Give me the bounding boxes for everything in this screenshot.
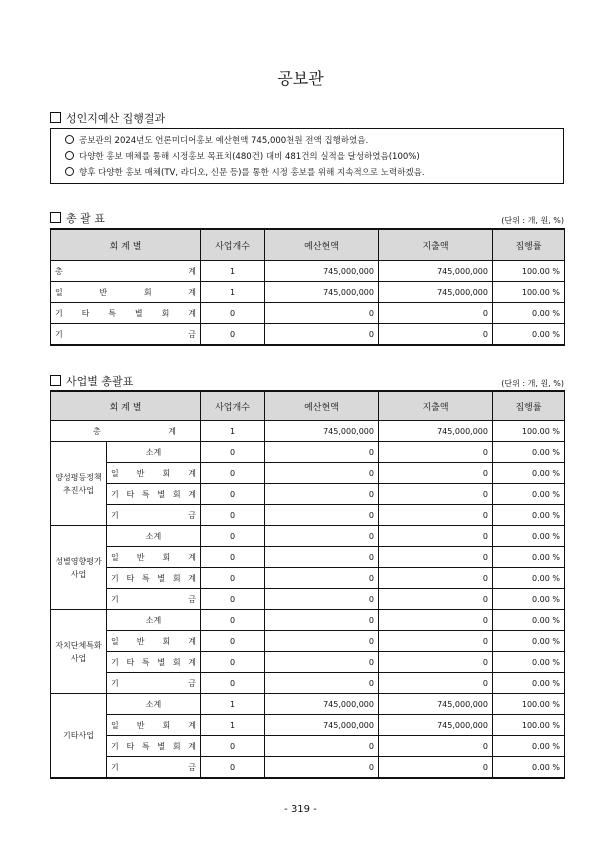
column-header: 예산현액 <box>265 391 379 421</box>
summary-text: 공보관의 2024년도 언론미디어홍보 예산현액 745,000천원 전액 집행하였음. <box>79 136 369 146</box>
account-label-cell <box>107 484 201 505</box>
count-cell: 0 <box>201 526 265 547</box>
spent-cell: 0 <box>379 484 493 505</box>
table-row <box>51 324 565 346</box>
account-label-char: 타 <box>81 308 90 318</box>
budget-cell: 0 <box>265 303 379 324</box>
rate-cell: 100.00 % <box>493 261 565 282</box>
section-heading-text: 성인지예산 집행결과 <box>66 112 166 125</box>
table-row <box>51 589 565 610</box>
rate-cell: 0.00 % <box>493 505 565 526</box>
account-label-cell <box>107 673 201 694</box>
account-label-char: 계 <box>188 552 196 562</box>
rate-cell: 0.00 % <box>493 652 565 673</box>
account-label-cell <box>107 568 201 589</box>
spent-cell: 0 <box>379 736 493 757</box>
spent-cell: 0 <box>379 673 493 694</box>
account-label-char: 기 <box>111 510 119 520</box>
account-label-char: 기 <box>111 594 119 604</box>
account-label <box>111 489 196 500</box>
rate-cell: 0.00 % <box>493 442 565 463</box>
account-label-char: 별 <box>157 657 166 667</box>
count-cell: 0 <box>201 757 265 779</box>
table-row <box>51 463 565 484</box>
count-cell: 1 <box>201 282 265 303</box>
account-label <box>111 510 196 521</box>
overview-table <box>50 228 565 346</box>
budget-cell: 745,000,000 <box>265 421 379 442</box>
project-group-name: 양성평등정책 추진사업 <box>51 442 107 526</box>
section-heading-text: 사업별 총괄표 <box>66 375 134 388</box>
account-label-char: 기 <box>111 678 119 688</box>
account-label-char: 금 <box>188 510 196 520</box>
count-cell: 0 <box>201 324 265 346</box>
account-label-char: 일 <box>111 636 119 646</box>
table-row <box>51 652 565 673</box>
account-label <box>111 573 196 584</box>
table-row <box>51 631 565 652</box>
account-label-char: 회 <box>162 636 171 646</box>
account-label-cell <box>107 652 201 673</box>
rate-cell: 0.00 % <box>493 631 565 652</box>
account-label-cell <box>107 547 201 568</box>
spent-cell: 745,000,000 <box>379 421 493 442</box>
budget-cell: 0 <box>265 589 379 610</box>
account-label-char: 회 <box>161 308 170 318</box>
account-label-char: 회 <box>162 552 171 562</box>
summary-text: 향후 다양한 홍보 매체(TV, 라디오, 신문 등)를 통한 시정 홍보를 위해 지속적으로 노력하겠음. <box>79 168 425 178</box>
count-cell: 0 <box>201 442 265 463</box>
table-row <box>51 673 565 694</box>
spent-cell: 0 <box>379 463 493 484</box>
section-heading-by-project <box>50 373 133 389</box>
count-cell: 0 <box>201 589 265 610</box>
count-cell: 1 <box>201 261 265 282</box>
account-label-char: 별 <box>157 489 166 499</box>
account-label <box>55 426 196 437</box>
budget-cell: 0 <box>265 442 379 463</box>
column-header: 회 계 별 <box>51 229 201 261</box>
account-label-char: 계 <box>188 266 196 276</box>
table-row <box>51 547 565 568</box>
account-label-cell: 소계 <box>107 526 201 547</box>
account-label <box>55 308 196 319</box>
account-label-char: 계 <box>168 426 176 436</box>
count-cell: 0 <box>201 484 265 505</box>
spent-cell: 745,000,000 <box>379 261 493 282</box>
spent-cell: 745,000,000 <box>379 715 493 736</box>
spent-cell: 0 <box>379 324 493 346</box>
account-label-char: 특 <box>141 573 150 583</box>
budget-cell: 0 <box>265 673 379 694</box>
account-label-char: 계 <box>188 489 196 499</box>
account-label-cell <box>107 757 201 779</box>
summary-item <box>65 165 563 181</box>
budget-cell: 0 <box>265 736 379 757</box>
rate-cell: 100.00 % <box>493 282 565 303</box>
count-cell: 0 <box>201 505 265 526</box>
account-label <box>111 720 196 731</box>
account-label-char: 총 <box>55 266 63 276</box>
account-label <box>111 594 196 605</box>
account-label-char: 총 <box>93 426 101 436</box>
rate-cell: 0.00 % <box>493 610 565 631</box>
budget-cell: 0 <box>265 324 379 346</box>
account-label-char: 별 <box>157 741 166 751</box>
spent-cell: 0 <box>379 505 493 526</box>
count-cell: 0 <box>201 463 265 484</box>
account-label-char: 기 <box>111 657 119 667</box>
account-label-char: 금 <box>188 594 196 604</box>
account-label-char: 일 <box>111 552 119 562</box>
account-label-cell <box>51 421 201 442</box>
count-cell: 1 <box>201 694 265 715</box>
page-title: 공보관 <box>277 69 324 88</box>
account-label-char: 계 <box>188 741 196 751</box>
account-label-cell: 소계 <box>107 610 201 631</box>
budget-cell: 0 <box>265 631 379 652</box>
account-label-char: 계 <box>188 573 196 583</box>
budget-cell: 0 <box>265 652 379 673</box>
account-label-cell: 소계 <box>107 694 201 715</box>
account-label <box>111 762 196 773</box>
account-label-char: 기 <box>111 762 119 772</box>
account-label <box>111 678 196 689</box>
account-label-char: 타 <box>126 489 135 499</box>
account-label <box>55 266 196 277</box>
count-cell: 0 <box>201 303 265 324</box>
budget-cell: 0 <box>265 526 379 547</box>
account-label-char: 일 <box>111 468 119 478</box>
count-cell: 0 <box>201 736 265 757</box>
column-header: 회 계 별 <box>51 391 201 421</box>
account-label-cell <box>51 282 201 303</box>
account-label-char: 반 <box>99 287 108 297</box>
account-label-char: 회 <box>172 741 181 751</box>
page-number: - 319 - <box>284 804 317 815</box>
account-label-char: 계 <box>188 636 196 646</box>
spent-cell: 0 <box>379 526 493 547</box>
unit-label: (단위 : 개, 원, %) <box>501 216 564 225</box>
budget-cell: 0 <box>265 484 379 505</box>
account-label-cell <box>107 589 201 610</box>
rate-cell: 0.00 % <box>493 463 565 484</box>
circle-bullet-icon <box>65 135 74 144</box>
spent-cell: 0 <box>379 652 493 673</box>
rate-cell: 0.00 % <box>493 303 565 324</box>
account-label-char: 회 <box>172 489 181 499</box>
account-label <box>111 657 196 668</box>
account-label-char: 금 <box>188 678 196 688</box>
count-cell: 0 <box>201 652 265 673</box>
column-header: 지출액 <box>379 391 493 421</box>
account-label-char: 특 <box>108 308 117 318</box>
table-row <box>51 282 565 303</box>
rate-cell: 100.00 % <box>493 715 565 736</box>
account-label-cell <box>51 261 201 282</box>
rate-cell: 0.00 % <box>493 526 565 547</box>
account-label-char: 특 <box>141 489 150 499</box>
spent-cell: 0 <box>379 631 493 652</box>
count-cell: 0 <box>201 631 265 652</box>
project-group-name: 기타사업 <box>51 694 107 779</box>
count-cell: 0 <box>201 568 265 589</box>
account-label-char: 기 <box>111 573 119 583</box>
budget-cell: 745,000,000 <box>265 715 379 736</box>
rate-cell: 0.00 % <box>493 589 565 610</box>
spent-cell: 745,000,000 <box>379 694 493 715</box>
account-label-char: 반 <box>136 468 145 478</box>
column-header: 지출액 <box>379 229 493 261</box>
section-heading-text: 총 괄 표 <box>66 212 105 225</box>
spent-cell: 0 <box>379 303 493 324</box>
spent-cell: 0 <box>379 568 493 589</box>
account-label-char: 기 <box>111 489 119 499</box>
summary-box <box>50 128 564 184</box>
budget-cell: 745,000,000 <box>265 694 379 715</box>
rate-cell: 0.00 % <box>493 547 565 568</box>
count-cell: 0 <box>201 547 265 568</box>
spent-cell: 0 <box>379 442 493 463</box>
account-label-cell <box>51 324 201 346</box>
square-bullet-icon <box>50 375 61 386</box>
account-label-cell <box>107 463 201 484</box>
account-label-char: 별 <box>134 308 143 318</box>
section-heading-overview <box>50 210 105 226</box>
rate-cell: 100.00 % <box>493 421 565 442</box>
table-row <box>51 261 565 282</box>
count-cell: 0 <box>201 673 265 694</box>
account-label-char: 타 <box>126 657 135 667</box>
account-label-char: 계 <box>188 720 196 730</box>
table-row <box>51 736 565 757</box>
project-group-name: 성별영향평가 사업 <box>51 526 107 610</box>
spent-cell: 0 <box>379 547 493 568</box>
table-row <box>51 715 565 736</box>
account-label <box>111 552 196 563</box>
budget-cell: 745,000,000 <box>265 282 379 303</box>
account-label-char: 일 <box>55 287 63 297</box>
account-label-char: 반 <box>136 720 145 730</box>
account-label-char: 회 <box>143 287 152 297</box>
budget-cell: 0 <box>265 757 379 779</box>
spent-cell: 0 <box>379 589 493 610</box>
column-header: 사업개수 <box>201 229 265 261</box>
account-label-char: 타 <box>126 573 135 583</box>
account-label-char: 특 <box>141 741 150 751</box>
budget-cell: 0 <box>265 568 379 589</box>
count-cell: 0 <box>201 610 265 631</box>
rate-cell: 100.00 % <box>493 694 565 715</box>
summary-item <box>65 149 563 165</box>
account-label-char: 계 <box>188 287 196 297</box>
budget-cell: 0 <box>265 505 379 526</box>
budget-cell: 745,000,000 <box>265 261 379 282</box>
account-label <box>55 287 196 298</box>
budget-cell: 0 <box>265 610 379 631</box>
account-label-char: 기 <box>55 329 63 339</box>
circle-bullet-icon <box>65 167 74 176</box>
account-label <box>111 741 196 752</box>
summary-text: 다양한 홍보 매체를 통해 시정홍보 목표치(480건) 대비 481건의 실적을 달성하였음(100%) <box>79 152 420 162</box>
table-row-total <box>51 421 565 442</box>
account-label <box>111 636 196 647</box>
column-header: 사업개수 <box>201 391 265 421</box>
summary-item <box>65 133 563 149</box>
account-label-char: 계 <box>188 657 196 667</box>
spent-cell: 0 <box>379 610 493 631</box>
account-label-char: 일 <box>111 720 119 730</box>
table-row <box>51 505 565 526</box>
account-label-char: 기 <box>55 308 63 318</box>
table-row <box>51 694 565 715</box>
project-table <box>50 390 565 779</box>
budget-cell: 0 <box>265 547 379 568</box>
spent-cell: 745,000,000 <box>379 282 493 303</box>
account-label <box>111 468 196 479</box>
rate-cell: 0.00 % <box>493 757 565 779</box>
account-label-char: 반 <box>136 636 145 646</box>
account-label-char: 금 <box>188 762 196 772</box>
square-bullet-icon <box>50 212 61 223</box>
account-label-cell <box>107 505 201 526</box>
rate-cell: 0.00 % <box>493 484 565 505</box>
rate-cell: 0.00 % <box>493 324 565 346</box>
rate-cell: 0.00 % <box>493 673 565 694</box>
column-header: 예산현액 <box>265 229 379 261</box>
rate-cell: 0.00 % <box>493 568 565 589</box>
section-heading-gender-budget <box>50 110 165 126</box>
account-label-char: 특 <box>141 657 150 667</box>
account-label-char: 계 <box>188 468 196 478</box>
account-label-char: 기 <box>111 741 119 751</box>
account-label-cell: 소계 <box>107 442 201 463</box>
spent-cell: 0 <box>379 757 493 779</box>
account-label-char: 계 <box>188 308 196 318</box>
account-label-char: 금 <box>188 329 196 339</box>
account-label-char: 회 <box>172 573 181 583</box>
account-label-char: 반 <box>136 552 145 562</box>
column-header: 집행률 <box>493 391 565 421</box>
table-row <box>51 757 565 779</box>
account-label-char: 별 <box>157 573 166 583</box>
account-label <box>55 329 196 340</box>
table-row <box>51 484 565 505</box>
square-bullet-icon <box>50 112 61 123</box>
budget-cell: 0 <box>265 463 379 484</box>
account-label-cell <box>107 736 201 757</box>
account-label-char: 회 <box>162 468 171 478</box>
account-label-char: 회 <box>172 657 181 667</box>
table-row <box>51 526 565 547</box>
circle-bullet-icon <box>65 151 74 160</box>
account-label-char: 회 <box>162 720 171 730</box>
table-row <box>51 442 565 463</box>
rate-cell: 0.00 % <box>493 736 565 757</box>
account-label-char: 타 <box>126 741 135 751</box>
table-row <box>51 610 565 631</box>
account-label-cell <box>107 715 201 736</box>
table-row <box>51 303 565 324</box>
account-label-cell <box>107 631 201 652</box>
account-label-cell <box>51 303 201 324</box>
table-row <box>51 568 565 589</box>
count-cell: 1 <box>201 715 265 736</box>
project-group-name: 자치단체특화 사업 <box>51 610 107 694</box>
count-cell: 1 <box>201 421 265 442</box>
column-header: 집행률 <box>493 229 565 261</box>
unit-label: (단위 : 개, 원, %) <box>501 379 564 388</box>
